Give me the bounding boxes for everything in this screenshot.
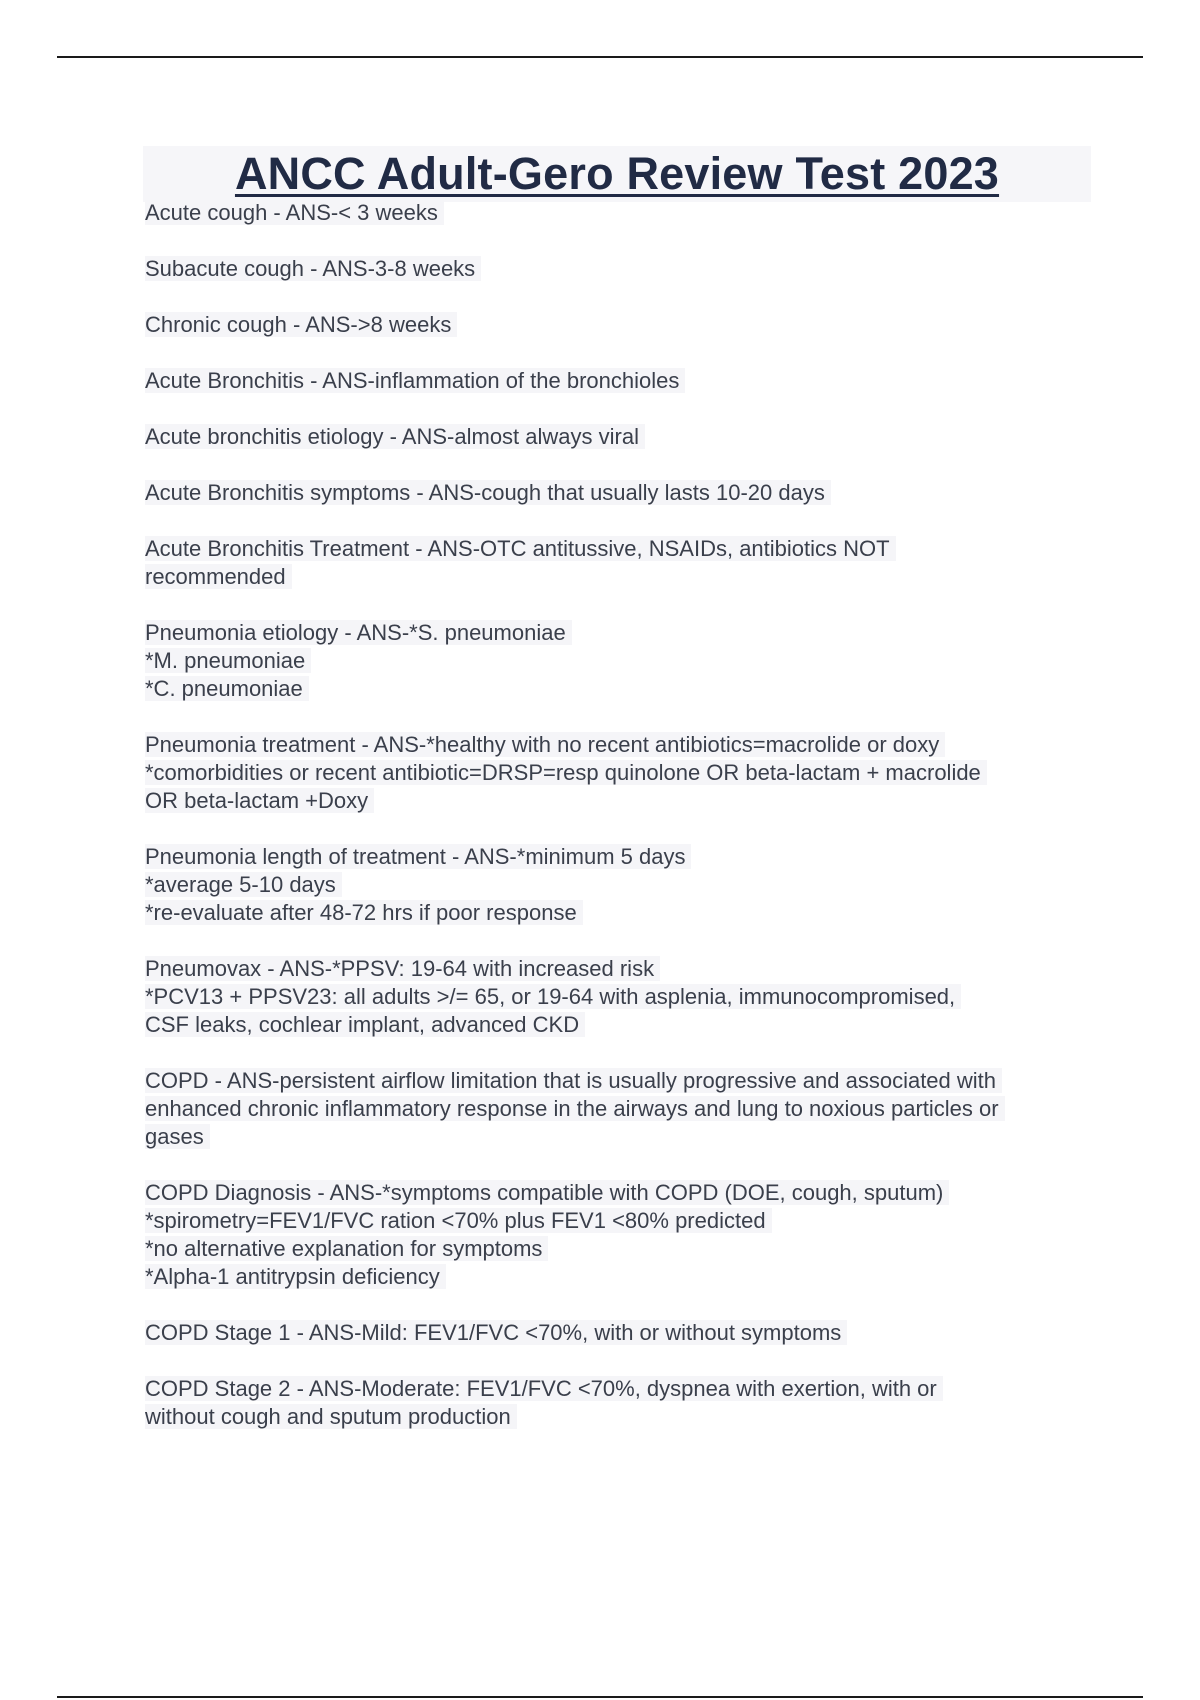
qa-line (145, 647, 1095, 675)
qa-line (145, 1263, 1095, 1291)
qa-line (145, 535, 1095, 563)
qa-line-text: Acute bronchitis etiology - ANS-almost always viral (145, 424, 645, 449)
qa-line-text: *PCV13 + PPSV23: all adults >/= 65, or 19-64 with asplenia, immunocompromised, (145, 984, 961, 1009)
qa-line-text: OR beta-lactam +Doxy (145, 788, 374, 813)
qa-line-text: *M. pneumoniae (145, 648, 311, 673)
qa-entry (145, 367, 1095, 395)
qa-line (145, 787, 1095, 815)
qa-line (145, 367, 1095, 395)
qa-entry (145, 619, 1095, 703)
qa-line (145, 983, 1095, 1011)
qa-line (145, 1095, 1095, 1123)
qa-line (145, 731, 1095, 759)
qa-line (145, 1067, 1095, 1095)
qa-line (145, 255, 1095, 283)
qa-line-text: Pneumovax - ANS-*PPSV: 19-64 with increased risk (145, 956, 660, 981)
qa-entry (145, 731, 1095, 815)
qa-line-text: without cough and sputum production (145, 1404, 517, 1429)
qa-line-text: *no alternative explanation for symptoms (145, 1236, 548, 1261)
qa-line-text: Pneumonia length of treatment - ANS-*minimum 5 days (145, 844, 691, 869)
qa-line (145, 1123, 1095, 1151)
qa-line-text: COPD Stage 1 - ANS-Mild: FEV1/FVC <70%, with or without symptoms (145, 1320, 847, 1345)
document-title: ANCC Adult-Gero Review Test 2023 (234, 148, 1000, 199)
qa-entry (145, 199, 1095, 227)
title-block (143, 146, 1091, 202)
qa-entry (145, 1179, 1095, 1291)
qa-entry (145, 1375, 1095, 1431)
qa-line-text: Subacute cough - ANS-3-8 weeks (145, 256, 481, 281)
qa-line (145, 1375, 1095, 1403)
qa-line (145, 311, 1095, 339)
top-rule (57, 56, 1143, 58)
qa-entry (145, 535, 1095, 591)
qa-line (145, 1179, 1095, 1207)
qa-line-text: *Alpha-1 antitrypsin deficiency (145, 1264, 446, 1289)
qa-line-text: Chronic cough - ANS->8 weeks (145, 312, 457, 337)
qa-line-text: Acute cough - ANS-< 3 weeks (145, 200, 444, 225)
qa-line (145, 759, 1095, 787)
qa-line-text: *average 5-10 days (145, 872, 342, 897)
qa-line-text: *comorbidities or recent antibiotic=DRSP=resp quinolone OR beta-lactam + macrolide (145, 760, 987, 785)
qa-line-text: Pneumonia etiology - ANS-*S. pneumoniae (145, 620, 572, 645)
qa-line (145, 1319, 1095, 1347)
qa-entry (145, 479, 1095, 507)
qa-entry (145, 311, 1095, 339)
qa-line (145, 843, 1095, 871)
qa-line (145, 899, 1095, 927)
qa-entry (145, 1067, 1095, 1151)
qa-line-text: recommended (145, 564, 292, 589)
qa-line (145, 1235, 1095, 1263)
qa-line-text: Acute Bronchitis - ANS-inflammation of the bronchioles (145, 368, 685, 393)
qa-line (145, 423, 1095, 451)
qa-entry (145, 955, 1095, 1039)
bottom-rule (57, 1696, 1143, 1698)
qa-line (145, 955, 1095, 983)
qa-line-text: CSF leaks, cochlear implant, advanced CKD (145, 1012, 585, 1037)
qa-line-text: Acute Bronchitis symptoms - ANS-cough that usually lasts 10-20 days (145, 480, 831, 505)
qa-line (145, 871, 1095, 899)
qa-line (145, 1207, 1095, 1235)
qa-line (145, 1011, 1095, 1039)
qa-entry (145, 255, 1095, 283)
qa-line (145, 1403, 1095, 1431)
qa-line-text: Pneumonia treatment - ANS-*healthy with no recent antibiotics=macrolide or doxy (145, 732, 945, 757)
qa-line (145, 675, 1095, 703)
qa-entry (145, 843, 1095, 927)
qa-line-text: COPD Stage 2 - ANS-Moderate: FEV1/FVC <70%, dyspnea with exertion, with or (145, 1376, 943, 1401)
qa-line-text: *re-evaluate after 48-72 hrs if poor response (145, 900, 583, 925)
qa-line-text: gases (145, 1124, 210, 1149)
qa-line (145, 479, 1095, 507)
qa-line-text: COPD - ANS-persistent airflow limitation that is usually progressive and associated with (145, 1068, 1002, 1093)
qa-line-text: COPD Diagnosis - ANS-*symptoms compatible with COPD (DOE, cough, sputum) (145, 1180, 949, 1205)
qa-line (145, 563, 1095, 591)
qa-entry (145, 1319, 1095, 1347)
qa-entry (145, 423, 1095, 451)
qa-line-text: enhanced chronic inflammatory response in the airways and lung to noxious particles or (145, 1096, 1005, 1121)
qa-line-text: *C. pneumoniae (145, 676, 309, 701)
qa-line (145, 199, 1095, 227)
qa-line (145, 619, 1095, 647)
qa-line-text: *spirometry=FEV1/FVC ration <70% plus FEV1 <80% predicted (145, 1208, 772, 1233)
qa-line-text: Acute Bronchitis Treatment - ANS-OTC antitussive, NSAIDs, antibiotics NOT (145, 536, 896, 561)
qa-list (145, 199, 1095, 1431)
